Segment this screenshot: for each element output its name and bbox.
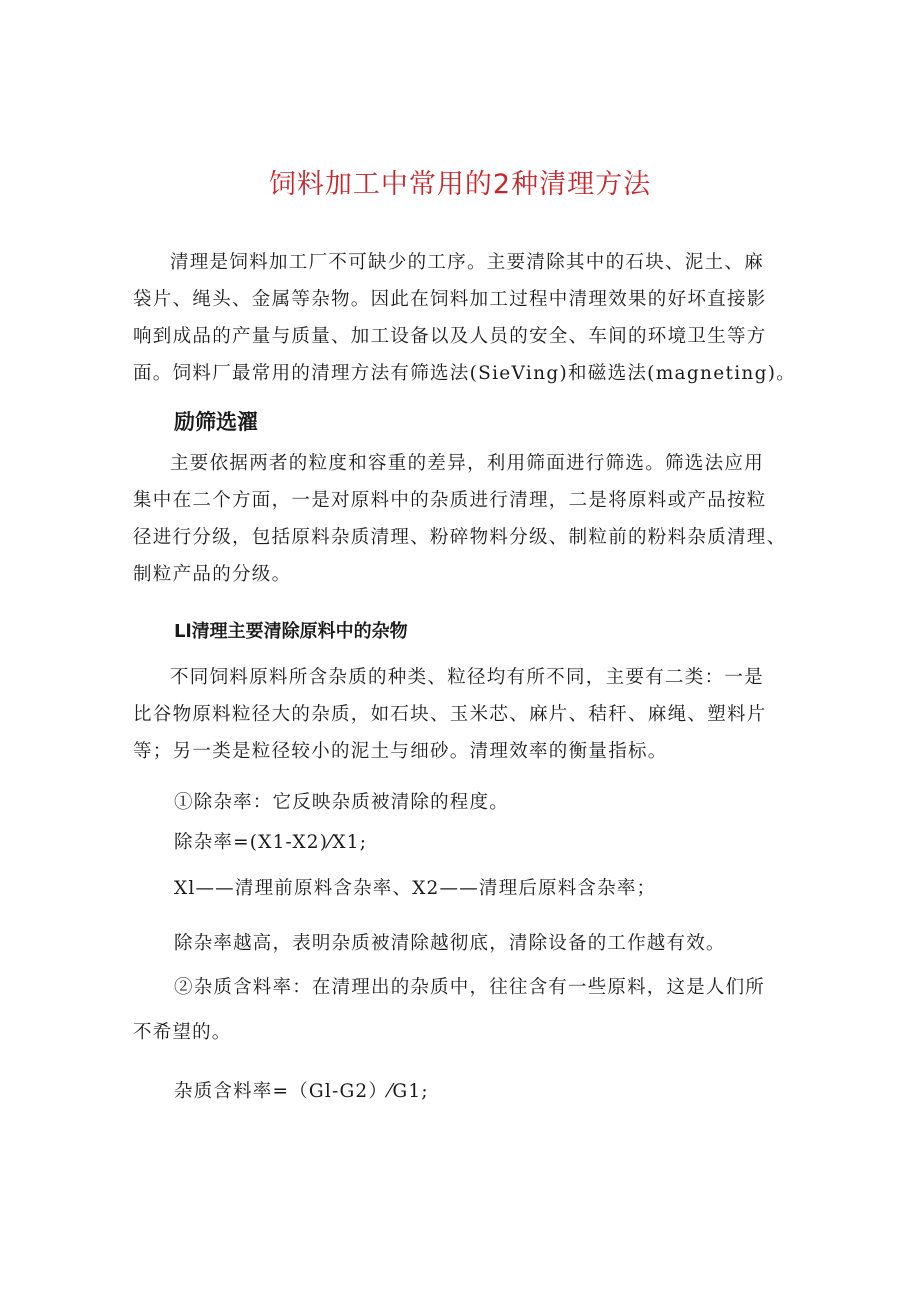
document-title: 饲料加工中常用的2种清理方法	[268, 169, 652, 200]
sieving-paragraph	[133, 445, 793, 593]
impurity-content-formula: 杂质含料率=（Gl-G2）⁄G1;	[174, 1081, 429, 1102]
impurity-line: 比谷物原料粒径大的杂质，如石块、玉米芯、麻片、秸秆、麻绳、塑料片	[133, 704, 767, 725]
sieving-line: 径进行分级，包括原料杂质清理、粉碎物料分级、制粒前的粉料杂质清理、	[133, 527, 787, 548]
impurity-line: 不同饲料原料所含杂质的种类、粒径均有所不同，主要有二类：一是	[170, 667, 765, 688]
removal-rate-definition: ①除杂率：它反映杂质被清除的程度。	[174, 792, 509, 813]
intro-paragraph	[133, 244, 797, 392]
sieving-line: 制粒产品的分级。	[133, 564, 292, 585]
impurity-paragraph	[133, 659, 793, 770]
sieving-line: 主要依据两者的粒度和容重的差异，利用筛面进行筛选。筛选法应用	[170, 453, 765, 474]
removal-rate-variables: Xl——清理前原料含杂率、X2——清理后原料含杂率；	[174, 878, 657, 899]
impurity-content-definition: ②杂质含料率：在清理出的杂质中，往往含有一些原料，这是人们所	[174, 977, 766, 998]
section-heading-sieving: 励筛选濯	[174, 410, 258, 434]
impurity-content-continuation: 不希望的。	[133, 1022, 232, 1043]
intro-line: 清理是饲料加工厂不可缺少的工序。主要清除其中的石块、泥土、麻	[170, 252, 765, 273]
intro-line: 响到成品的产量与质量、加工设备以及人员的安全、车间的环境卫生等方	[133, 326, 767, 347]
intro-line: 面。饲料厂最常用的清理方法有筛选法(SieVing)和磁选法(magneting)。	[133, 363, 797, 384]
intro-line: 袋片、绳头、金属等杂物。因此在饲料加工过程中清理效果的好坏直接影	[133, 289, 767, 310]
removal-rate-formula: 除杂率=(X1-X2)⁄X1;	[174, 832, 368, 853]
sieving-line: 集中在二个方面，一是对原料中的杂质进行清理，二是将原料或产品按粒	[133, 490, 767, 511]
impurity-line: 等；另一类是粒径较小的泥土与细砂。清理效率的衡量指标。	[133, 741, 668, 762]
removal-rate-note: 除杂率越高，表明杂质被清除越彻底，清除设备的工作越有效。	[174, 933, 726, 954]
subsection-heading: Ll清理主要清除原料中的杂物	[174, 621, 408, 642]
